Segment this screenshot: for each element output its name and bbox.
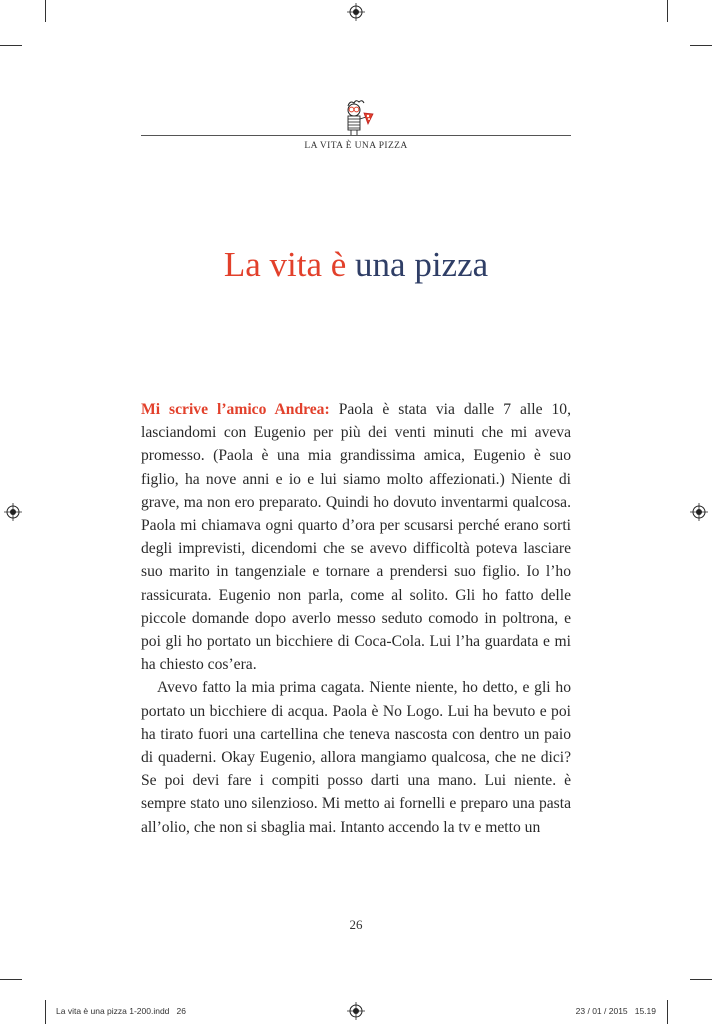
crop-mark bbox=[45, 0, 46, 22]
registration-mark-icon bbox=[4, 503, 22, 521]
paragraph-2: Avevo fatto la mia prima cagata. Niente niente, ho detto, e gli ho portato un bicchiere di acqua. Paola è No Logo. Lui ha bevuto e poi ha tirato fuori una cartellina che teneva nascosta con dentro un paio di quaderni. Okay Eugenio, allora mangiamo qualcosa, che ne dici? Se poi devi fare i compiti posso darti una mano. Lui niente. è sempre stato uno silenzioso. Mi metto ai fornelli e preparo una pasta all’olio, che non si sbaglia mai. Intanto accendo la tv e metto un bbox=[141, 679, 571, 836]
crop-mark bbox=[667, 1000, 668, 1024]
registration-mark-icon bbox=[347, 1002, 365, 1020]
registration-mark-icon bbox=[347, 3, 365, 21]
mascot-illustration-icon bbox=[335, 97, 379, 137]
running-head: LA VITA È UNA PIZZA bbox=[304, 141, 408, 151]
lead-in: Mi scrive l’amico Andrea: bbox=[141, 401, 330, 418]
body-text bbox=[141, 398, 571, 839]
chapter-title-part2: una pizza bbox=[346, 245, 489, 284]
page-number: 26 bbox=[349, 917, 363, 932]
paragraph-1 bbox=[141, 398, 571, 676]
slug-datetime: 23 / 01 / 2015 15.19 bbox=[575, 1006, 656, 1016]
crop-mark bbox=[667, 0, 668, 22]
chapter-title-part1: La vita è bbox=[223, 245, 347, 284]
paragraph-1-text: Paola è stata via dalle 7 alle 10, lasciandomi con Eugenio per più dei venti minuti che mi aveva promesso. (Paola è una mia grandissima amica, Eugenio è suo figlio, ha nove anni e io e lui siamo molto affezionati.) Niente di grave, ma non ero preparato. Quindi ho dovuto inventarmi qualcosa. Paola mi chiamava ogni quarto d’ora per scusarsi perché erano sorti degli imprevisti, dicendomi che se avevo difficoltà poteva lasciare suo marito in tangenziale e tornare a prendersi suo figlio. Io l’ho rassicurata. Eugenio non parla, come al solito. Gli ho fatto delle piccole domande dopo averlo messo seduto comodo in poltrona, e poi gli ho portato un bicchiere di Coca-Cola. Lui l’ha guardata e mi ha chiesto cos’era. bbox=[141, 401, 571, 674]
crop-mark bbox=[45, 1000, 46, 1024]
running-head-rule bbox=[141, 135, 571, 136]
crop-mark bbox=[690, 45, 712, 46]
slug-file-info: La vita è una pizza 1-200.indd 26 bbox=[56, 1006, 186, 1016]
crop-mark bbox=[0, 979, 22, 980]
registration-mark-icon bbox=[690, 503, 708, 521]
crop-mark bbox=[690, 979, 712, 980]
chapter-title bbox=[0, 245, 712, 285]
crop-mark bbox=[0, 45, 22, 46]
